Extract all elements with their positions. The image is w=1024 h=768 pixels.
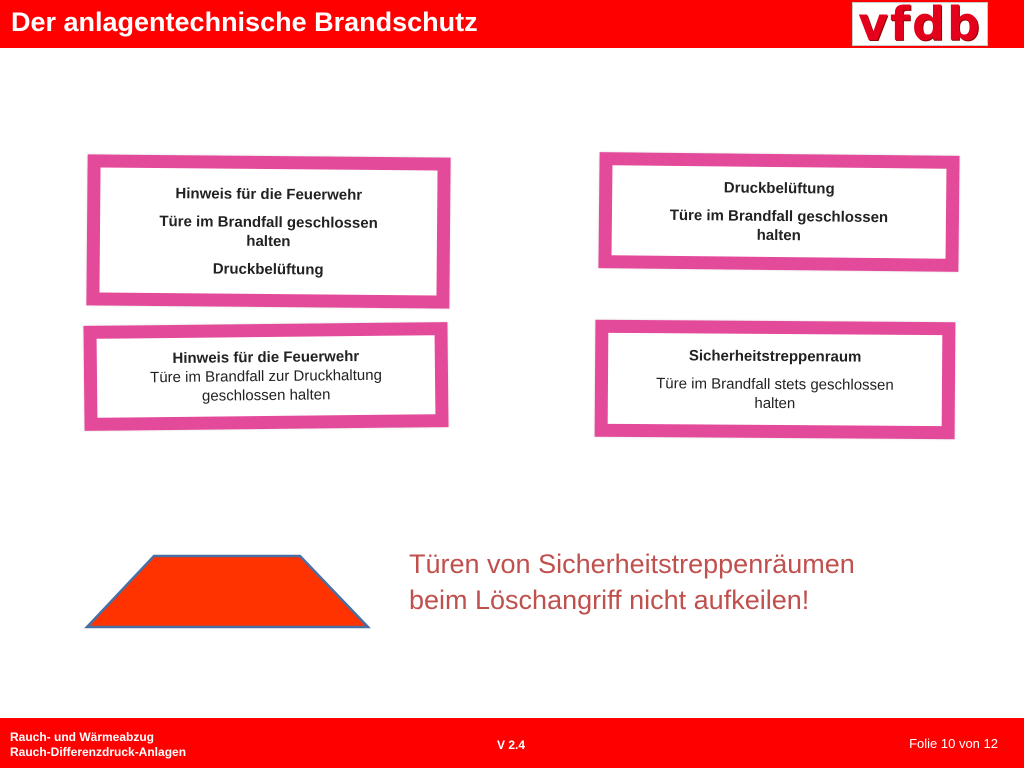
sign-heading: Sicherheitstreppenraum xyxy=(688,346,862,366)
footer-topic-line: Rauch- und Wärmeabzug xyxy=(10,730,155,744)
footer-topic-line: Rauch-Differenzdruck-Anlagen xyxy=(10,745,187,759)
logo-text: vfdb xyxy=(858,0,982,51)
warning-line: Türen von Sicherheitstreppenräumen xyxy=(409,549,855,579)
door-wedge-shape xyxy=(84,554,372,630)
warning-text xyxy=(409,546,1009,618)
sign-heading: Druckbelüftung xyxy=(723,179,835,198)
sign-text: Türe im Brandfall geschlossen xyxy=(159,212,378,232)
sign-sicherheitstreppenraum xyxy=(595,320,956,440)
footer-topic xyxy=(10,730,186,760)
vfdb-logo xyxy=(852,0,988,51)
slide-title: Der anlagentechnische Brandschutz xyxy=(11,7,478,37)
warning-line: beim Löschangriff nicht aufkeilen! xyxy=(409,585,810,615)
sign-text: Türe im Brandfall geschlossen xyxy=(669,206,889,227)
sign-text: Druckbelüftung xyxy=(212,260,324,278)
wedge-trapezoid xyxy=(87,556,368,627)
sign-text: Türe im Brandfall stets geschlossen xyxy=(656,374,894,394)
sign-text: geschlossen halten xyxy=(201,386,331,405)
sign-text: halten xyxy=(754,394,796,412)
sign-feuerwehr-druckbelueftung xyxy=(86,154,450,308)
sign-text: halten xyxy=(756,226,801,245)
header-bar xyxy=(0,0,1024,51)
sign-heading: Hinweis für die Feuerwehr xyxy=(172,348,360,367)
sign-heading: Hinweis für die Feuerwehr xyxy=(175,184,363,204)
version-label: V 2.4 xyxy=(497,738,526,752)
sign-text: halten xyxy=(246,232,291,250)
sign-feuerwehr-druckhaltung xyxy=(83,322,448,431)
footer-bar xyxy=(0,718,1024,768)
sign-druckbelueftung xyxy=(598,152,959,272)
sign-text: Türe im Brandfall zur Druckhaltung xyxy=(150,366,382,387)
slide-number: Folie 10 von 12 xyxy=(909,736,998,751)
